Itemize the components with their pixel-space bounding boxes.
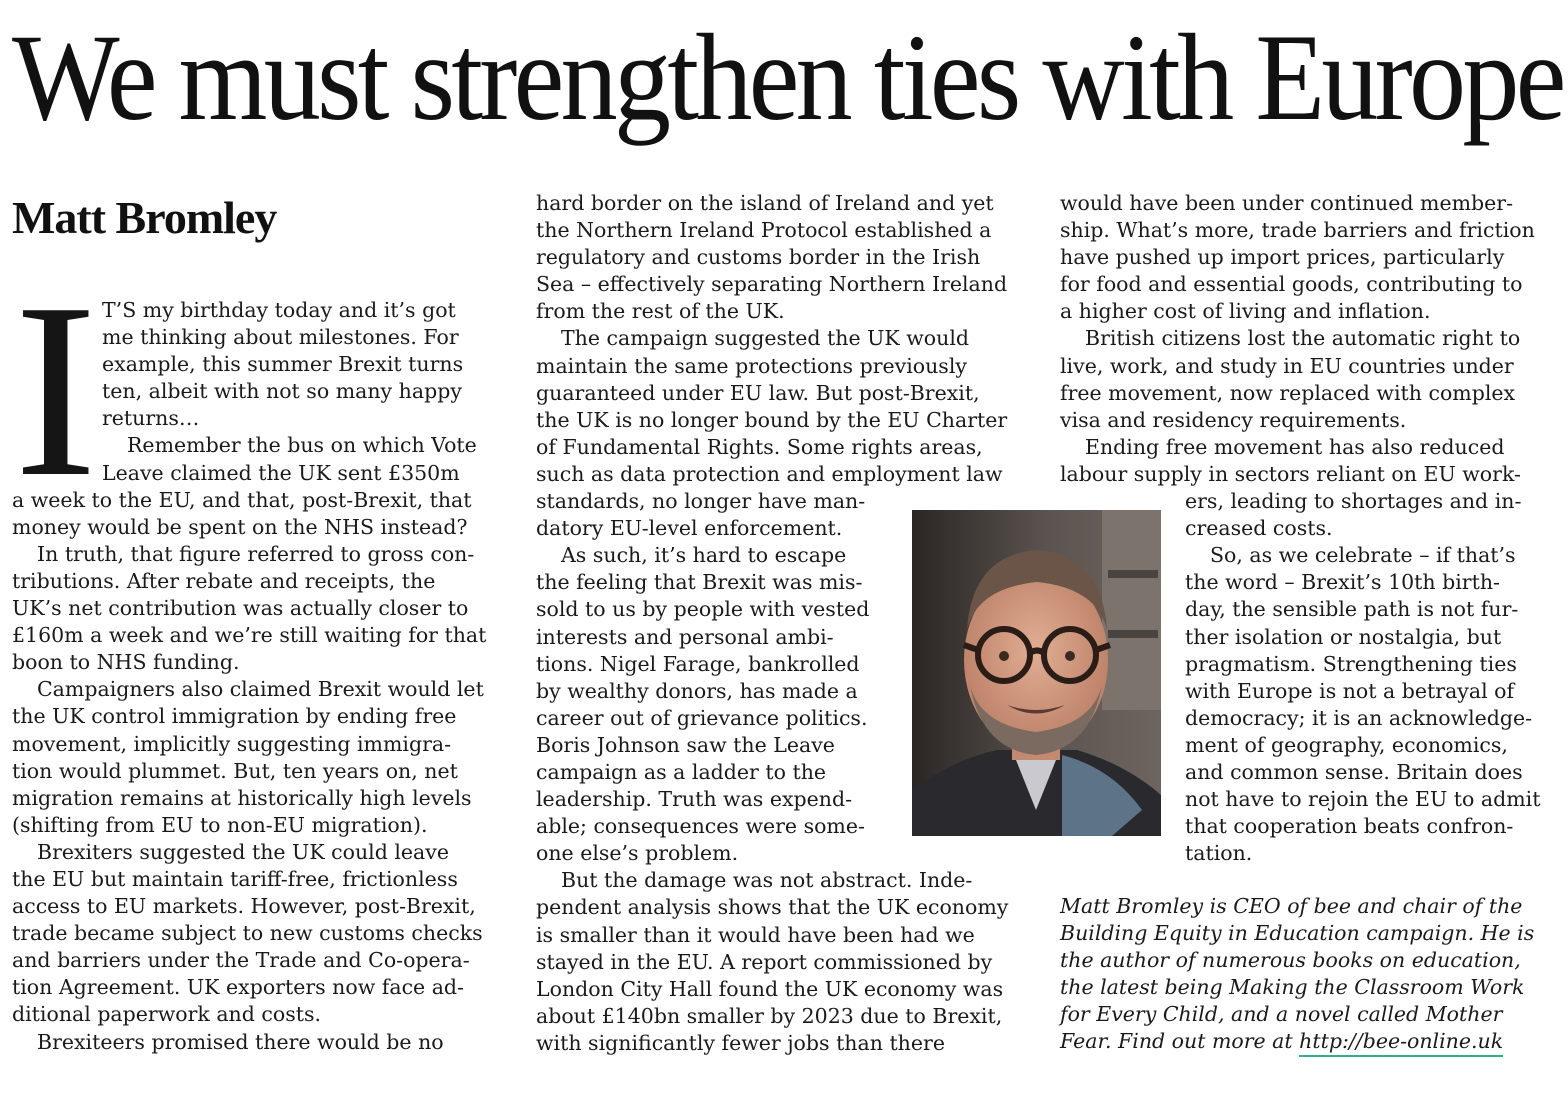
text-line: Sea – effectively separating Northern Ireland xyxy=(536,272,1008,297)
text-line: But the damage was not abstract. Inde- xyxy=(561,868,973,893)
bio-line: the latest being Making the Classroom Work xyxy=(1060,975,1525,1000)
text-line: pragmatism. Strengthening ties xyxy=(1185,651,1517,676)
text-line: ment of geography, economics, xyxy=(1185,732,1508,757)
text-line: campaign as a ladder to the xyxy=(536,759,827,784)
bio-line: Matt Bromley is CEO of bee and chair of the xyxy=(1060,894,1523,918)
text-line: Leave claimed the UK sent £350m xyxy=(102,460,460,485)
text-line: the UK control immigration by ending free xyxy=(12,704,457,729)
text-line: UK’s net contribution was actually closer to xyxy=(12,596,469,621)
text-line: leadership. Truth was expend- xyxy=(536,787,853,812)
drop-cap: I xyxy=(14,296,98,486)
bio-line-last xyxy=(1060,1028,1552,1055)
bio-line: for Every Child, and a novel called Mother xyxy=(1060,1002,1503,1027)
text-line: ther isolation or nostalgia, but xyxy=(1185,624,1502,649)
text-line: interests and personal ambi- xyxy=(536,624,834,649)
text-line: day, the sensible path is not fur- xyxy=(1185,597,1519,622)
text-line: visa and residency requirements. xyxy=(1060,407,1407,432)
text-line: ten, albeit with not so many happy xyxy=(102,379,462,404)
text-line: career out of grievance politics. xyxy=(536,705,868,730)
text-line: maintain the same protections previously xyxy=(536,353,967,378)
text-line: democracy; it is an acknowledge- xyxy=(1185,705,1533,730)
text-line: creased costs. xyxy=(1185,516,1333,541)
text-line: hard border on the island of Ireland and yet xyxy=(536,191,994,215)
text-line: and barriers under the Trade and Co-opera- xyxy=(12,948,470,973)
text-line: regulatory and customs border in the Irish xyxy=(536,245,981,270)
text-line: from the rest of the UK. xyxy=(536,299,785,324)
text-line: Boris Johnson saw the Leave xyxy=(536,732,835,757)
website-link[interactable]: http://bee-online.uk xyxy=(1299,1029,1503,1057)
text-line: free movement, now replaced with complex xyxy=(1060,380,1516,405)
text-line: Remember the bus on which Vote xyxy=(127,433,477,458)
bio-line: Building Equity in Education campaign. He is xyxy=(1060,921,1535,946)
text-line: for food and essential goods, contributing to xyxy=(1060,272,1523,297)
text-line: sold to us by people with vested xyxy=(536,597,870,622)
text-line: trade became subject to new customs checks xyxy=(12,921,483,946)
text-line: tion would plummet. But, ten years on, net xyxy=(12,758,458,783)
text-line: tions. Nigel Farage, bankrolled xyxy=(536,651,860,676)
text-line: standards, no longer have man- xyxy=(536,489,866,514)
article-column-3 xyxy=(1060,190,1552,867)
text-line: by wealthy donors, has made a xyxy=(536,678,858,703)
text-line: £160m a week and we’re still waiting for that xyxy=(12,623,487,648)
text-line: one else’s problem. xyxy=(536,841,739,866)
text-line: ers, leading to shortages and in- xyxy=(1185,489,1522,514)
text-line: Ending free movement has also reduced xyxy=(1085,434,1505,459)
author-byline: Matt Bromley xyxy=(12,192,277,243)
text-line: with significantly fewer jobs than there xyxy=(536,1030,945,1055)
text-line: ditional paperwork and costs. xyxy=(12,1002,322,1027)
text-line: the Northern Ireland Protocol established a xyxy=(536,218,992,243)
text-line: ship. What’s more, trade barriers and friction xyxy=(1060,218,1535,243)
text-line: (shifting from EU to non-EU migration). xyxy=(12,812,428,837)
text-line: British citizens lost the automatic right to xyxy=(1085,326,1521,351)
text-line: boon to NHS funding. xyxy=(12,650,240,675)
text-line: that cooperation beats confron- xyxy=(1185,814,1514,839)
text-line: The campaign suggested the UK would xyxy=(561,326,970,351)
text-line: Campaigners also claimed Brexit would let xyxy=(37,677,484,702)
text-line: the feeling that Brexit was mis- xyxy=(536,570,863,595)
text-line: me thinking about milestones. For xyxy=(102,325,459,350)
text-line: stayed in the EU. A report commissioned by xyxy=(536,949,993,974)
text-line: the EU but maintain tariff-free, frictionless xyxy=(12,866,458,891)
text-line: such as data protection and employment law xyxy=(536,461,1003,486)
text-line: tation. xyxy=(1185,841,1253,866)
text-line: pendent analysis shows that the UK economy xyxy=(536,895,1009,920)
text-line: would have been under continued member- xyxy=(1060,191,1514,215)
text-line: In truth, that figure referred to gross con- xyxy=(37,541,475,566)
headline: We must strengthen ties with Europe xyxy=(12,9,1563,146)
text-line: tion Agreement. UK exporters now face ad- xyxy=(12,975,464,1000)
text-line: Brexiters suggested the UK could leave xyxy=(37,839,449,864)
text-line: labour supply in sectors reliant on EU work- xyxy=(1060,461,1521,486)
text-line: a higher cost of living and inflation. xyxy=(1060,299,1431,324)
text-line: the UK is no longer bound by the EU Charter xyxy=(536,407,1008,432)
bio-line: Fear. Find out more at xyxy=(1060,1029,1300,1054)
text-line: live, work, and study in EU countries under xyxy=(1060,353,1514,378)
text-line: movement, implicitly suggesting immigra- xyxy=(12,731,452,756)
text-line: guaranteed under EU law. But post-Brexit, xyxy=(536,380,980,405)
text-line: T’S my birthday today and it’s got xyxy=(102,298,456,322)
text-line: not have to rejoin the EU to admit xyxy=(1185,787,1541,812)
text-line: the word – Brexit’s 10th birth- xyxy=(1185,570,1500,595)
text-line: tributions. After rebate and receipts, the xyxy=(12,568,436,593)
text-line: returns… xyxy=(102,406,200,431)
text-line: money would be spent on the NHS instead? xyxy=(12,514,468,539)
text-line: London City Hall found the UK economy was xyxy=(536,976,1004,1001)
article-column-1 xyxy=(12,297,504,1056)
text-line: have pushed up import prices, particularly xyxy=(1060,245,1505,270)
author-bio xyxy=(1060,893,1552,1056)
text-line: So, as we celebrate – if that’s xyxy=(1210,543,1516,568)
text-line: and common sense. Britain does xyxy=(1185,759,1523,784)
text-line: a week to the EU, and that, post-Brexit, that xyxy=(12,487,472,512)
text-line: datory EU-level enforcement. xyxy=(536,516,843,541)
text-line: migration remains at historically high levels xyxy=(12,785,472,810)
text-line: access to EU markets. However, post-Brexit, xyxy=(12,894,476,919)
text-line: of Fundamental Rights. Some rights areas, xyxy=(536,434,983,459)
text-line: is smaller than it would have been had we xyxy=(536,922,975,947)
text-line: able; consequences were some- xyxy=(536,814,865,839)
text-line: example, this summer Brexit turns xyxy=(102,352,464,377)
text-line: Brexiteers promised there would be no xyxy=(37,1029,444,1054)
text-line: As such, it’s hard to escape xyxy=(561,543,847,568)
text-line: with Europe is not a betrayal of xyxy=(1185,678,1515,703)
bio-line: the author of numerous books on education, xyxy=(1060,948,1521,973)
text-line: about £140bn smaller by 2023 due to Brexit, xyxy=(536,1003,1003,1028)
